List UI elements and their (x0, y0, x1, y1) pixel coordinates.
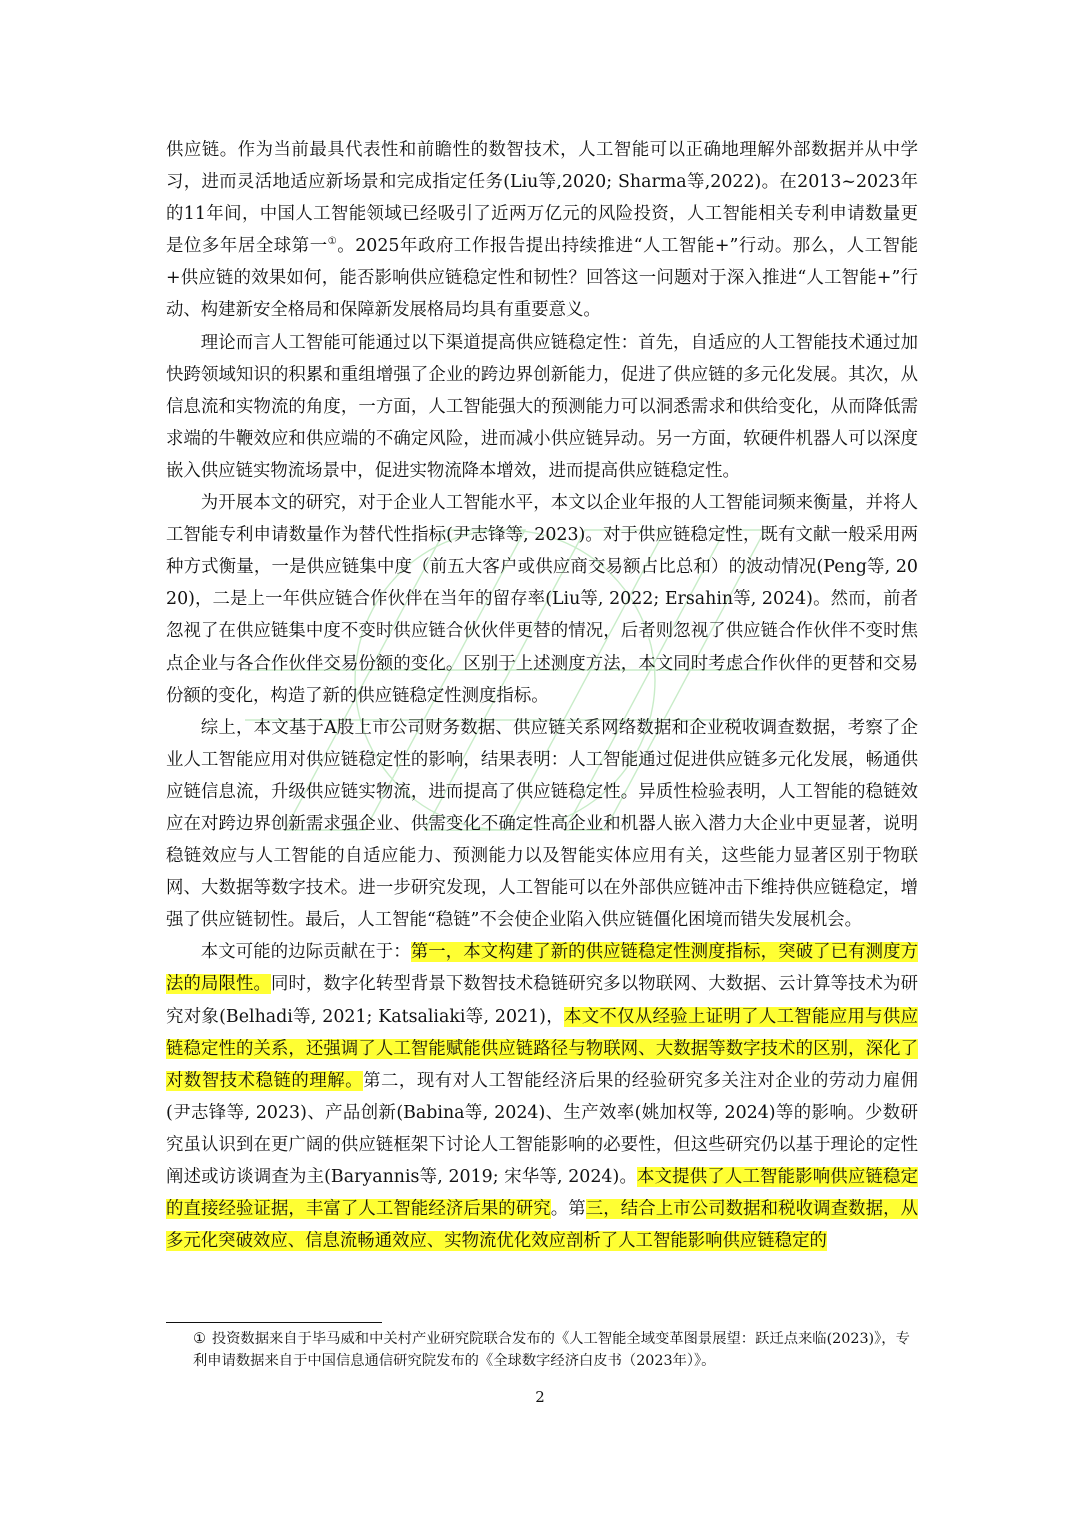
paragraph-2 (166, 327, 918, 487)
text-run: 综上，本文基于A股上市公司财务数据、供应链关系网络数据和企业税收调查数据，考察了企业人工智能应用对供应链稳定性的影响，结果表明：人工智能通过促进供应链多元化发展，畅通供应链信息流，升级供应链实物流，进而提高了供应链稳定性。异质性检验表明，人工智能的稳链效应在对跨边界创新需求强企业、供需变化不确定性高企业和机器人嵌入潜力大企业中更显著，说明稳链效应与人工智能的自适应能力、预测能力以及智能实体应用有关，这些能力显著区别于物联网、大数据等数字技术。进一步研究发现，人工智能可以在外部供应链冲击下维持供应链稳定，增强了供应链韧性。最后，人工智能“稳链”不会使企业陷入供应链僵化困境而错失发展机会。 (166, 717, 918, 931)
text-run: 供应链。作为当前最具代表性和前瞻性的数智技术，人工智能可以正确地理解外部数据并从中学习，进而灵活地适应新场景和完成指定任务(Liu等,2020; Sharma等,2022)。在2013~2023年的11年间，中国人工智能领域已经吸引了近两万亿元的风险投资，人工智能相关专利申请数量更是位多年居全球第一 (166, 140, 918, 257)
footnote-ref: ① (327, 236, 338, 248)
highlighted-text: 本文提供了人工智能影响供应链稳定的直接经验证据，丰富了人工智能经济后果的研究 (166, 1167, 918, 1220)
page-number: 2 (535, 1388, 545, 1406)
body-text (166, 134, 918, 1257)
highlighted-text: 本文不仅从经验上证明了人工智能应用与供应链稳定性的关系，还强调了人工智能赋能供应链路径与物联网、大数据等数字技术的区别，深化了对数智技术稳链的理解。 (166, 1006, 918, 1091)
highlighted-text: 三，结合上市公司数据和税收调查数据，从多元化突破效应、信息流畅通效应、实物流优化效应剖析了人工智能影响供应链稳定的 (166, 1199, 918, 1252)
paragraph-3 (166, 487, 918, 712)
text-run: 。2025年政府工作报告提出持续推进“人工智能+”行动。那么，人工智能+供应链的效果如何，能否影响供应链稳定性和韧性？回答这一问题对于深入推进“人工智能+”行动、构建新安全格局和保障新发展格局均具有重要意义。 (166, 236, 918, 321)
text-run: 第二，现有对人工智能经济后果的经验研究多关注对企业的劳动力雇佣(尹志锋等, 2023)、产品创新(Babina等, 2024)、生产效率(姚加权等, 2024)等的影响。少数研究虽认识到在更广阔的供应链框架下讨论人工智能影响的必要性，但这些研究仍以基于理论的定性阐述或访谈调查为主(Baryannis等, 2019; 宋华等, 2024)。 (166, 1070, 918, 1187)
text-run: 理论而言人工智能可能通过以下渠道提高供应链稳定性：首先，自适应的人工智能技术通过加快跨领域知识的积累和重组增强了企业的跨边界创新能力，促进了供应链的多元化发展。其次，从信息流和实物流的角度，一方面，人工智能强大的预测能力可以洞悉需求和供给变化，从而降低需求端的牛鞭效应和供应端的不确定风险，进而减小供应链异动。另一方面，软硬件机器人可以深度嵌入供应链实物流场景中，促进实物流降本增效，进而提高供应链稳定性。 (166, 332, 918, 481)
footnote-divider (166, 1322, 382, 1323)
footnote-mark: ① (193, 1331, 206, 1347)
paragraph-1 (166, 134, 918, 327)
highlighted-text: 第一，本文构建了新的供应链稳定性测度指标，突破了已有测度方法的局限性。 (166, 942, 918, 995)
footnote-text: 投资数据来自于毕马威和中关村产业研究院联合发布的《人工智能全域变革图景展望：跃迁点来临(2023)》，专利申请数据来自于中国信息通信研究院发布的《全球数字经济白皮书（2023年）》。 (193, 1331, 910, 1369)
paragraph-5 (166, 936, 918, 1257)
text-run: 。第 (550, 1199, 586, 1220)
footnote (193, 1328, 913, 1372)
text-run: 同时，数字化转型背景下数智技术稳链研究多以物联网、大数据、云计算等技术为研究对象(Belhadi等, 2021; Katsaliaki等, 2021)， (166, 974, 918, 1027)
text-run: 本文可能的边际贡献在于： (200, 942, 411, 963)
paragraph-4 (166, 712, 918, 937)
text-run: 为开展本文的研究，对于企业人工智能水平，本文以企业年报的人工智能词频来衡量，并将人工智能专利申请数量作为替代性指标(尹志锋等, 2023)。对于供应链稳定性，既有文献一般采用两种方式衡量，一是供应链集中度（前五大客户或供应商交易额占比总和）的波动情况(Peng等, 2020)，二是上一年供应链合作伙伴在当年的留存率(Liu等, 2022; Ersahin等, 2024)。然而，前者忽视了在供应链集中度不变时供应链合伙伙伴更替的情况，后者则忽视了供应链合作伙伴不变时焦点企业与各合作伙伴交易份额的变化。区别于上述测度方法，本文同时考虑合作伙伴的更替和交易份额的变化，构造了新的供应链稳定性测度指标。 (166, 493, 918, 706)
